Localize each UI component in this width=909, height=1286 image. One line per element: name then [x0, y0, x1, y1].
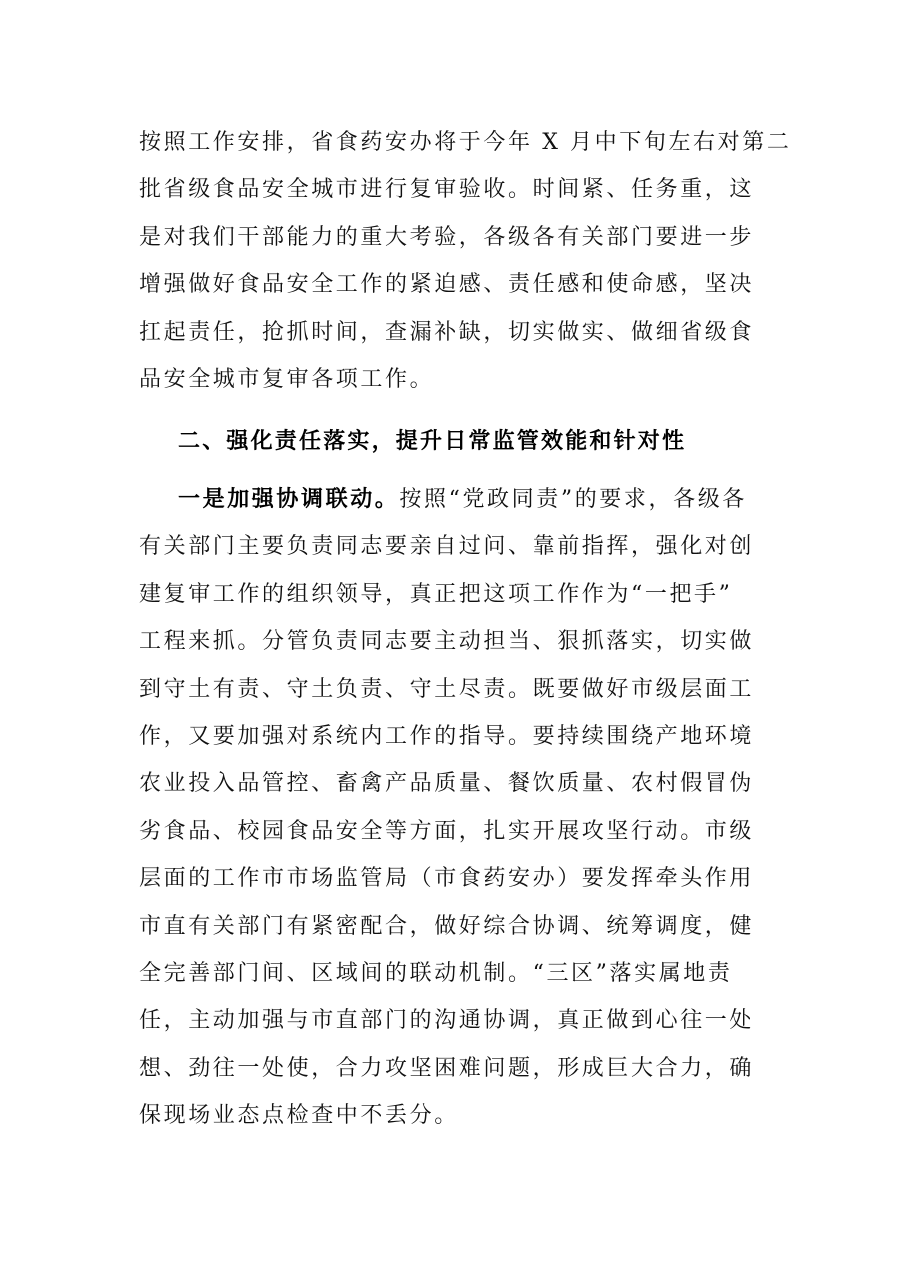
paragraph-2-line: 有关部门主要负责同志要亲自过问、靠前指挥，强化对创 — [139, 534, 755, 560]
paragraph-2-first-line — [139, 476, 779, 523]
section-heading: 二、强化责任落实，提升日常监管效能和针对性 — [178, 429, 687, 454]
paragraph-1-line: 品安全城市复审各项工作。 — [139, 366, 435, 392]
paragraph-2-line: 保现场业态点检查中不丢分。 — [139, 1103, 459, 1129]
paragraph-2-line: 想、劲往一处使，合力攻坚困难问题，形成巨大合力，确 — [139, 1055, 755, 1081]
paragraph-2 — [139, 476, 779, 1139]
paragraph-2-line: 建复审工作的组织领导，真正把这项工作作为“一把手” — [139, 581, 733, 607]
paragraph-1-line: 增强做好食品安全工作的紧迫感、责任感和使命感，坚决 — [139, 272, 755, 298]
paragraph-2-line: 到守土有责、守土负责、守土尽责。既要做好市级层面工 — [139, 676, 755, 702]
paragraph-2-line: 层面的工作市市场监管局（市食药安办）要发挥牵头作用 — [139, 866, 755, 892]
paragraph-2-first-line-rest: 按照“党政同责”的要求，各级各 — [399, 487, 747, 512]
paragraph-1-line: 扛起责任，抢抓时间，查漏补缺，切实做实、做细省级食 — [139, 319, 755, 345]
paragraph-1-line: 按照工作安排，省食药安办将于今年 X 月中下旬左右对第二 — [139, 130, 792, 155]
paragraph-2-line: 全完善部门间、区域间的联动机制。“三区”落实属地责 — [139, 960, 733, 986]
paragraph-1 — [139, 119, 792, 403]
paragraph-2-line: 任，主动加强与市直部门的沟通协调，真正做到心往一处 — [139, 1008, 755, 1034]
paragraph-2-line: 市直有关部门有紧密配合，做好综合协调、统筹调度，健 — [139, 913, 755, 939]
paragraph-2-line: 农业投入品管控、畜禽产品质量、餐饮质量、农村假冒伪 — [139, 771, 755, 797]
paragraph-1-line: 是对我们干部能力的重大考验，各级各有关部门要进一步 — [139, 224, 755, 250]
paragraph-2-lead: 一是加强协调联动。 — [178, 487, 400, 512]
paragraph-2-line: 作，又要加强对系统内工作的指导。要持续围绕产地环境 — [139, 723, 755, 749]
paragraph-2-line: 工程来抓。分管负责同志要主动担当、狠抓落实，切实做 — [139, 629, 755, 655]
paragraph-1-line: 批省级食品安全城市进行复审验收。时间紧、任务重，这 — [139, 177, 755, 203]
paragraph-2-line: 劣食品、校园食品安全等方面，扎实开展攻坚行动。市级 — [139, 818, 755, 844]
